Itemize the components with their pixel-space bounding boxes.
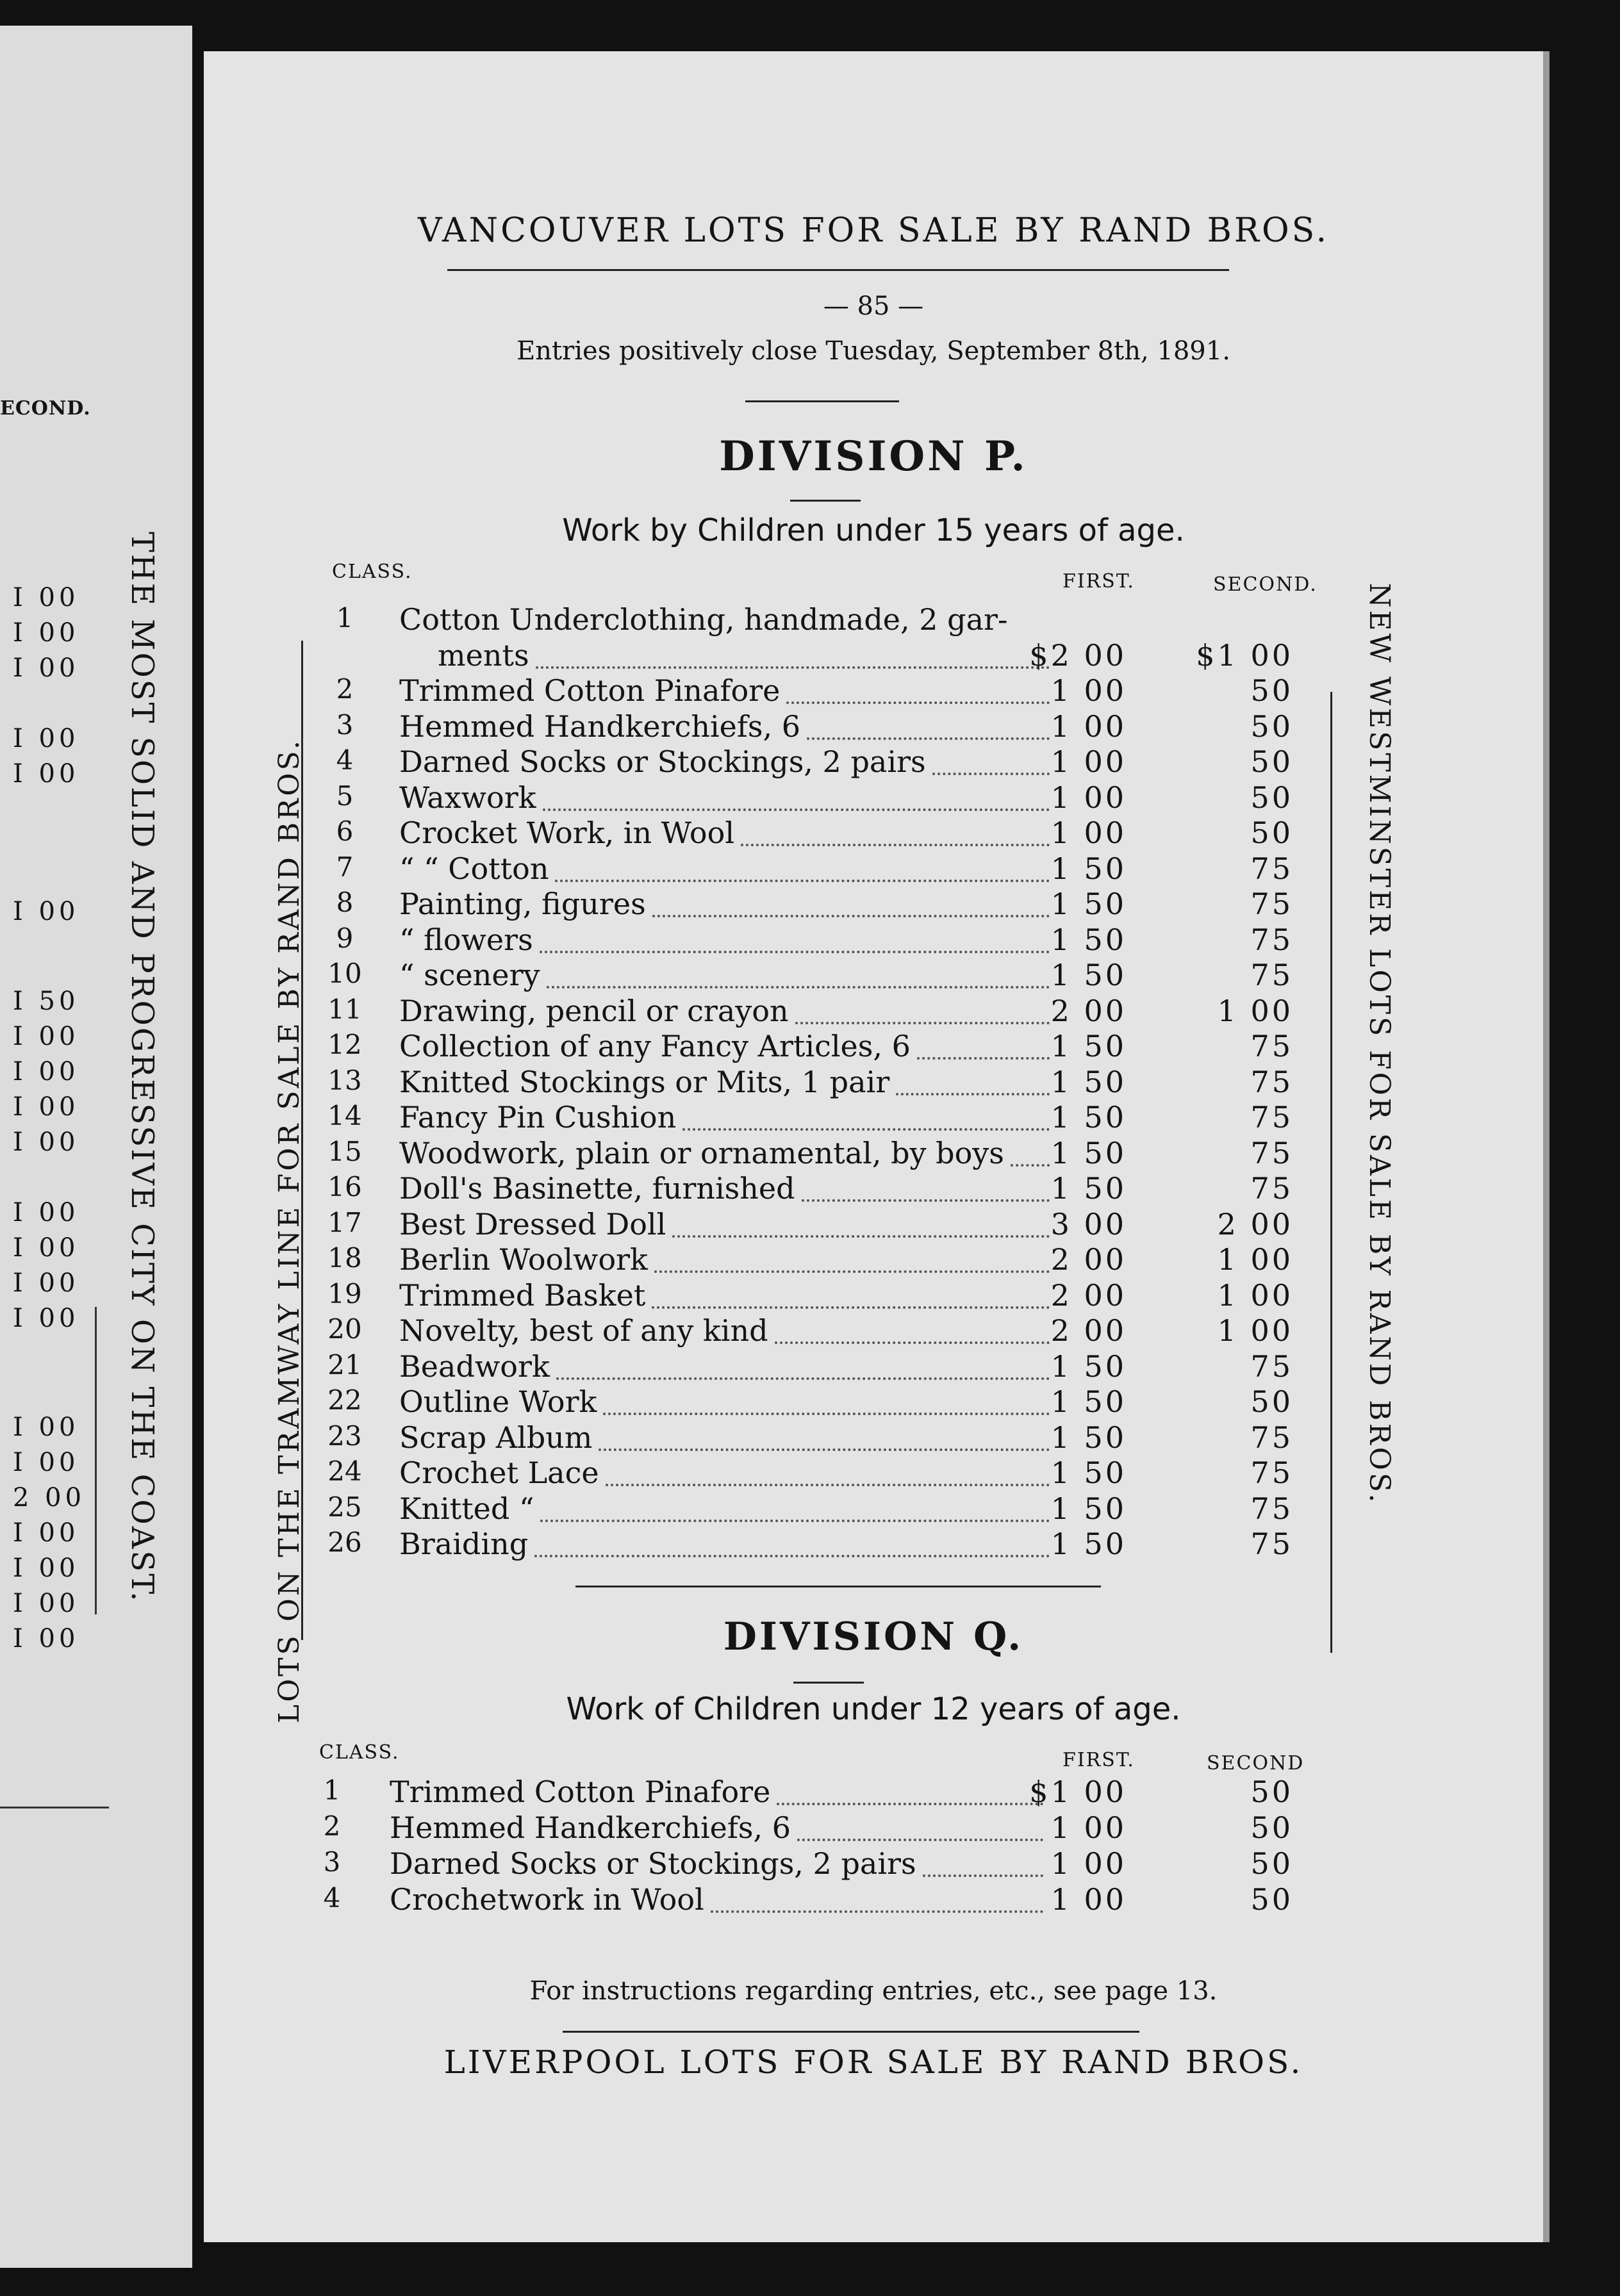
first-prize: 1 00 (1050, 1882, 1127, 1917)
class-number: 3 (336, 709, 354, 741)
entry-name: Crochetwork in Wool (390, 1882, 704, 1917)
entries-note: Entries positively close Tuesday, September 8th, 1891. (517, 336, 1230, 366)
first-prize: 1 00 (1050, 1810, 1127, 1845)
class-number: 17 (327, 1206, 362, 1238)
leader-dots (540, 948, 1050, 953)
class-number: 8 (336, 887, 354, 918)
class-number: 11 (327, 993, 362, 1025)
second-prize: $1 00 (1196, 637, 1293, 673)
entry-name: Berlin Woolwork (399, 1242, 648, 1277)
leader-dots (547, 983, 1050, 988)
left-value: I 00 (13, 1233, 79, 1263)
left-value: I 00 (13, 1413, 79, 1442)
leader-dots (543, 806, 1050, 811)
table-row (204, 780, 1543, 816)
table-row (204, 994, 1543, 1029)
class-number: 15 (327, 1135, 362, 1167)
first-prize: 1 50 (1050, 1527, 1127, 1561)
left-value: I 00 (13, 1128, 79, 1157)
table-row (204, 1775, 1543, 1810)
entry-name: Knitted Stockings or Mits, 1 pair (399, 1064, 890, 1099)
table-row (204, 1420, 1543, 1456)
class-number: 18 (327, 1242, 362, 1274)
second-prize: 75 (1250, 1456, 1293, 1490)
table-row (204, 1384, 1543, 1420)
table-row (204, 1171, 1543, 1207)
class-number: 24 (327, 1456, 362, 1487)
left-value: I 00 (13, 759, 79, 789)
second-prize: 75 (1250, 887, 1293, 921)
left-column-header: ECOND. (0, 397, 91, 420)
left-value: 2 00 (13, 1483, 86, 1513)
bottom-rule (563, 2031, 1139, 2033)
left-value: I 00 (13, 653, 79, 683)
previous-page-fragment (0, 26, 192, 2268)
left-value: I 00 (13, 1518, 79, 1548)
class-number: 1 (323, 1775, 341, 1806)
table-row (204, 1100, 1543, 1136)
first-prize: $2 00 (1029, 637, 1127, 673)
table-row (204, 709, 1543, 745)
table-row (204, 1313, 1543, 1349)
entry-name: Trimmed Cotton Pinafore (399, 673, 781, 708)
entry-name: Waxwork (399, 780, 536, 815)
table-row (204, 1491, 1543, 1527)
left-value: I 00 (13, 897, 79, 926)
first-prize: 1 50 (1050, 1384, 1127, 1419)
left-value: I 00 (13, 1304, 79, 1333)
top-banner: VANCOUVER LOTS FOR SALE BY RAND BROS. (418, 211, 1329, 250)
class-number: 21 (327, 1349, 362, 1381)
entry-name: Collection of any Fancy Articles, 6 (399, 1029, 911, 1063)
second-prize: 75 (1250, 922, 1293, 957)
division-p-rule (790, 500, 861, 502)
top-banner-rule (447, 269, 1229, 271)
first-prize: 2 00 (1050, 1313, 1127, 1348)
first-prize: 1 00 (1050, 709, 1127, 744)
class-number: 25 (327, 1491, 362, 1523)
first-prize: 1 50 (1050, 851, 1127, 886)
class-number: 22 (327, 1384, 362, 1416)
entry-name: Hemmed Handkerchiefs, 6 (399, 709, 801, 744)
first-prize: 1 00 (1050, 744, 1127, 779)
table-row (204, 638, 1543, 674)
division-q-rule (793, 1682, 864, 1684)
first-prize: 1 00 (1050, 673, 1127, 708)
entry-name: Hemmed Handkerchiefs, 6 (390, 1810, 791, 1845)
table-row (204, 1810, 1543, 1846)
second-prize: 75 (1250, 1171, 1293, 1206)
first-prize: 2 00 (1050, 1277, 1127, 1313)
first-prize: 1 50 (1050, 887, 1127, 921)
class-number: 9 (336, 922, 354, 954)
second-prize: 1 00 (1217, 1313, 1293, 1348)
division-p-first-header: FIRST. (1062, 570, 1135, 593)
leader-dots (556, 1375, 1050, 1380)
entry-name: Darned Socks or Stockings, 2 pairs (399, 744, 926, 779)
entry-name: Braiding (399, 1527, 529, 1561)
entry-name: Crocket Work, in Wool (399, 816, 735, 850)
entry-name: Fancy Pin Cushion (399, 1100, 677, 1135)
second-prize: 50 (1250, 744, 1293, 779)
left-bottom-rule (0, 1807, 109, 1808)
second-prize: 2 00 (1217, 1206, 1293, 1242)
second-prize: 75 (1250, 1135, 1293, 1170)
first-prize: 1 50 (1050, 1135, 1127, 1170)
second-prize: 75 (1250, 1491, 1293, 1526)
class-number: 12 (327, 1029, 362, 1060)
left-value: I 00 (13, 1554, 79, 1583)
table-row (204, 1065, 1543, 1101)
first-prize: 2 00 (1050, 1242, 1127, 1277)
first-prize: 1 50 (1050, 1029, 1127, 1063)
table-row (204, 673, 1543, 709)
second-prize: 75 (1250, 851, 1293, 886)
table-row (204, 1242, 1543, 1278)
second-prize: 1 00 (1217, 1242, 1293, 1277)
entry-name: Trimmed Basket (399, 1277, 646, 1313)
entry-name: “ “ Cotton (399, 851, 549, 886)
second-prize: 75 (1250, 1100, 1293, 1135)
leader-dots (606, 1481, 1050, 1486)
second-prize: 75 (1250, 1527, 1293, 1561)
bottom-banner: LIVERPOOL LOTS FOR SALE BY RAND BROS. (443, 2044, 1303, 2081)
division-q-first-header: FIRST. (1062, 1749, 1135, 1771)
entry-name: “ flowers (399, 922, 533, 957)
class-number: 20 (327, 1313, 362, 1345)
table-row (204, 1207, 1543, 1243)
table-row (204, 1527, 1543, 1562)
first-prize: 1 00 (1050, 780, 1127, 815)
first-prize: 3 00 (1050, 1206, 1127, 1242)
entry-name: Drawing, pencil or crayon (399, 993, 789, 1028)
left-value: I 00 (13, 618, 79, 648)
division-q-second-header: SECOND (1207, 1752, 1305, 1775)
class-number: 6 (336, 816, 354, 847)
left-value: I 00 (13, 724, 79, 753)
left-value: I 00 (13, 1268, 79, 1298)
class-number: 7 (336, 851, 354, 883)
class-number: 1 (336, 602, 354, 634)
entry-name: Darned Socks or Stockings, 2 pairs (390, 1846, 916, 1881)
table-row (204, 1278, 1543, 1314)
main-page (204, 51, 1550, 2242)
class-number: 2 (336, 673, 354, 705)
entry-name: Crochet Lace (399, 1456, 599, 1490)
entry-name: Trimmed Cotton Pinafore (390, 1775, 771, 1809)
table-row (204, 958, 1543, 994)
entry-name: Scrap Album (399, 1420, 593, 1455)
second-prize: 75 (1250, 1064, 1293, 1099)
first-prize: 1 50 (1050, 1349, 1127, 1384)
first-prize: 1 50 (1050, 922, 1127, 957)
second-prize: 50 (1250, 816, 1293, 850)
division-p-title: DIVISION P. (719, 432, 1028, 480)
division-p-subtitle: Work by Children under 15 years of age. (562, 512, 1185, 548)
left-vertical-text: THE MOST SOLID AND PROGRESSIVE CITY ON THE COAST. (124, 532, 160, 1603)
class-number: 16 (327, 1171, 362, 1202)
table-row (204, 1882, 1543, 1918)
class-number: 2 (323, 1810, 341, 1842)
second-prize: 50 (1250, 780, 1293, 815)
left-value: I 00 (13, 1092, 79, 1122)
leader-dots (555, 877, 1050, 882)
right-vertical-advert: NEW WESTMINSTER LOTS FOR SALE BY RAND BROS. (1363, 583, 1396, 1505)
leader-dots (603, 1410, 1050, 1415)
leader-dots (599, 1446, 1050, 1451)
class-number: 14 (327, 1100, 362, 1131)
entry-name: Best Dressed Doll (399, 1206, 666, 1242)
division-p-second-header: SECOND. (1213, 573, 1318, 596)
class-number: 10 (327, 958, 362, 989)
second-prize: 1 00 (1217, 1277, 1293, 1313)
table-row (204, 1456, 1543, 1491)
left-value: I 00 (13, 1057, 79, 1086)
left-vertical-rule (95, 1307, 97, 1614)
first-prize: 1 50 (1050, 1064, 1127, 1099)
entry-name: Doll's Basinette, furnished (399, 1171, 795, 1206)
division-q-title: DIVISION Q. (723, 1614, 1024, 1659)
leader-dots (534, 1552, 1050, 1557)
second-prize: 75 (1250, 958, 1293, 992)
entry-name: Painting, figures (399, 887, 646, 921)
second-prize: 75 (1250, 1420, 1293, 1455)
left-value: I 00 (13, 1022, 79, 1051)
table-row (204, 1349, 1543, 1385)
table-row (204, 1029, 1543, 1065)
second-prize: 50 (1250, 1775, 1293, 1809)
left-vertical-advert: LOTS ON THE TRAMWAY LINE FOR SALE BY RAND BROS. (273, 737, 306, 1723)
first-prize: $1 00 (1029, 1775, 1127, 1809)
entries-rule (745, 400, 899, 402)
class-number: 5 (336, 780, 354, 812)
entry-name: “ scenery (399, 958, 540, 992)
first-prize: 1 50 (1050, 1100, 1127, 1135)
first-prize: 1 50 (1050, 958, 1127, 992)
table-row (204, 1136, 1543, 1172)
entry-name: Woodwork, plain or ornamental, by boys (399, 1135, 1004, 1170)
class-number: 3 (323, 1846, 341, 1878)
entry-name: Beadwork (399, 1349, 550, 1384)
left-value: I 00 (13, 583, 79, 612)
first-prize: 1 50 (1050, 1420, 1127, 1455)
second-prize: 1 00 (1217, 993, 1293, 1028)
second-prize: 50 (1250, 673, 1293, 708)
class-number: 23 (327, 1420, 362, 1452)
left-value: I 00 (13, 1448, 79, 1477)
entry-name: ments (438, 637, 529, 673)
page-number: — 85 — (823, 291, 924, 321)
table-row (204, 602, 1543, 638)
second-prize: 50 (1250, 1882, 1293, 1917)
instructions-note: For instructions regarding entries, etc., see page 13. (529, 1976, 1218, 2006)
class-number: 13 (327, 1064, 362, 1096)
table-row (204, 922, 1543, 958)
second-prize: 50 (1250, 1810, 1293, 1845)
second-prize: 75 (1250, 1029, 1293, 1063)
class-number: 26 (327, 1527, 362, 1558)
second-prize: 50 (1250, 1846, 1293, 1881)
second-prize: 75 (1250, 1349, 1293, 1384)
first-prize: 1 50 (1050, 1456, 1127, 1490)
first-prize: 1 00 (1050, 816, 1127, 850)
left-value: I 50 (13, 987, 79, 1016)
table-row (204, 851, 1543, 887)
table-row (204, 1846, 1543, 1882)
first-prize: 1 00 (1050, 1846, 1127, 1881)
table-row (204, 887, 1543, 922)
division-p-end-rule (575, 1586, 1101, 1587)
first-prize: 1 50 (1050, 1171, 1127, 1206)
class-number: 4 (336, 744, 354, 776)
division-q-subtitle: Work of Children under 12 years of age. (566, 1691, 1181, 1727)
division-p-class-header: CLASS. (332, 561, 413, 583)
first-prize: 2 00 (1050, 993, 1127, 1028)
leader-dots (536, 664, 1050, 669)
class-number: 19 (327, 1277, 362, 1309)
table-row (204, 816, 1543, 851)
table-row (204, 744, 1543, 780)
entry-name: Knitted “ (399, 1491, 534, 1526)
left-value: I 00 (13, 1624, 79, 1653)
division-q-class-header: CLASS. (319, 1741, 400, 1764)
entry-name: Outline Work (399, 1384, 597, 1419)
second-prize: 50 (1250, 1384, 1293, 1419)
first-prize: 1 50 (1050, 1491, 1127, 1526)
left-value: I 00 (13, 1589, 79, 1618)
class-number: 4 (323, 1882, 341, 1914)
second-prize: 50 (1250, 709, 1293, 744)
left-value: I 00 (13, 1198, 79, 1227)
leader-dots (540, 1517, 1050, 1522)
entry-name: Novelty, best of any kind (399, 1313, 768, 1348)
entry-name: Cotton Underclothing, handmade, 2 gar- (399, 602, 1008, 637)
